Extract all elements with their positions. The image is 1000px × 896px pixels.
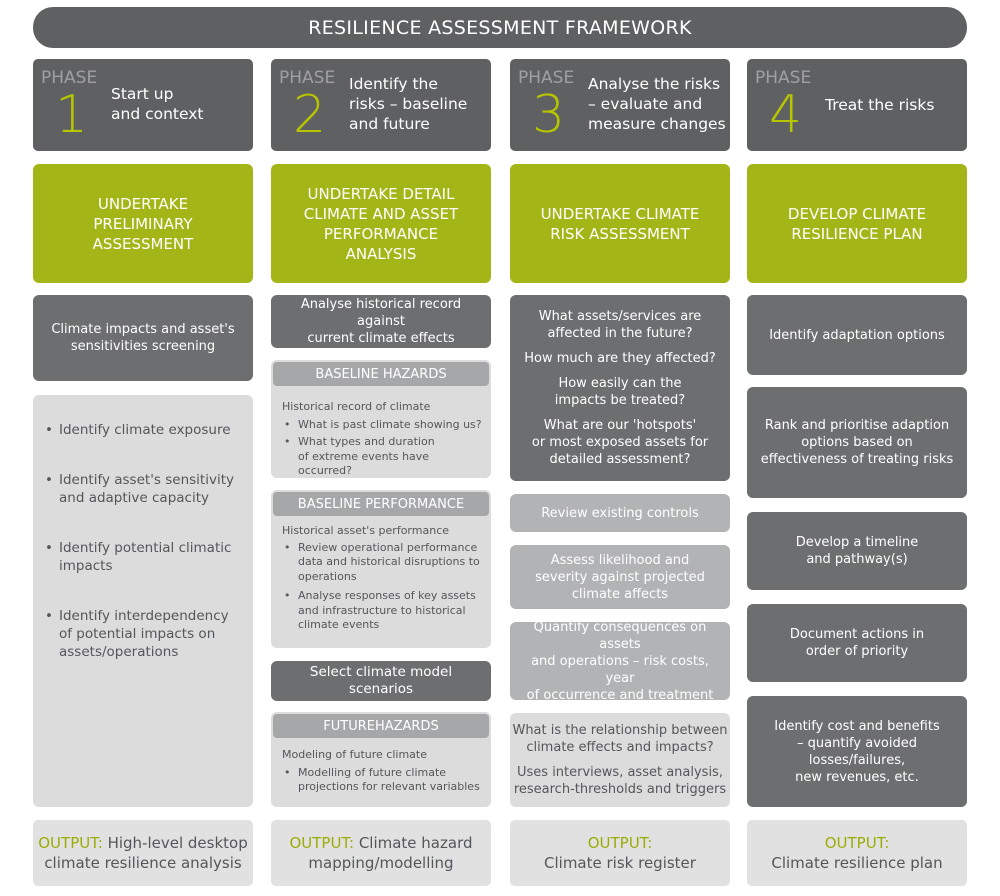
phase-2-header bbox=[271, 59, 491, 151]
list-item: • Analyse responses of key assets and infrastructure to historical climate events bbox=[282, 589, 485, 633]
phase-label: PHASE bbox=[755, 68, 812, 88]
phase-4-task: DEVELOP CLIMATE RESILIENCE PLAN bbox=[747, 164, 967, 283]
phase-description: Treat the risks bbox=[825, 96, 935, 114]
list-item: • Identify climate exposure bbox=[43, 421, 245, 439]
future-hazards-header: FUTUREHAZARDS bbox=[273, 714, 489, 738]
phase-4-output: OUTPUT: Climate resilience plan bbox=[747, 820, 967, 886]
list-item: • Modelling of future climate projections for relevant variables bbox=[282, 766, 485, 795]
phase-1-activities bbox=[33, 395, 253, 807]
phase-3-output: OUTPUT: Climate risk register bbox=[510, 820, 730, 886]
phase-label: PHASE bbox=[279, 68, 336, 88]
screening-step: Climate impacts and asset's sensitivities screening bbox=[33, 295, 253, 381]
phase-description: Analyse the risks – evaluate and measure changes bbox=[588, 75, 726, 133]
risk-questions: What assets/services are affected in the future? How much are they affected? How easily can the impacts be treated? What are our 'hotspots' or most exposed assets for detailed assessment? bbox=[510, 295, 730, 481]
list-item: • Identify interdependency of potential impacts on assets/operations bbox=[43, 607, 245, 661]
quantify-consequences-step: Quantify consequences on assets and operations – risk costs, year of occurrence and treatment bbox=[510, 622, 730, 700]
phase-4-header bbox=[747, 59, 967, 151]
phase-label: PHASE bbox=[518, 68, 575, 88]
phase-1-header bbox=[33, 59, 253, 151]
assess-likelihood-step: Assess likelihood and severity against projected climate affects bbox=[510, 545, 730, 609]
phase-number: 3 bbox=[532, 85, 566, 145]
baseline-hazards-header: BASELINE HAZARDS bbox=[273, 362, 489, 386]
phase-number: 1 bbox=[55, 85, 89, 145]
document-actions-step: Document actions in order of priority bbox=[747, 604, 967, 682]
review-controls-step: Review existing controls bbox=[510, 494, 730, 532]
phase-description: Start up and context bbox=[111, 85, 204, 123]
phase-3-task: UNDERTAKE CLIMATE RISK ASSESSMENT bbox=[510, 164, 730, 283]
phase-1-task: UNDERTAKE PRELIMINARY ASSESSMENT bbox=[33, 164, 253, 283]
phase-1-output: OUTPUT: High-level desktop climate resilience analysis bbox=[33, 820, 253, 886]
framework-title: RESILIENCE ASSESSMENT FRAMEWORK bbox=[33, 7, 967, 48]
list-item: • Review operational performance data and historical disruptions to operations bbox=[282, 541, 485, 585]
baseline-performance-panel: BASELINE PERFORMANCE Historical asset's performance • Review operational performance data and historical disruptions to operations • Analyse responses of key assets and infrastructure to historical climate events bbox=[271, 490, 491, 648]
phase-number: 2 bbox=[293, 85, 327, 145]
list-item: • What types and duration of extreme events have occurred? bbox=[282, 435, 485, 479]
phase-description: Identify the risks – baseline and future bbox=[349, 75, 468, 133]
rank-options-step: Rank and prioritise adaption options based on effectiveness of treating risks bbox=[747, 387, 967, 498]
relationship-panel: What is the relationship between climate effects and impacts? Uses interviews, asset analysis, research-thresholds and triggers bbox=[510, 713, 730, 807]
baseline-performance-header: BASELINE PERFORMANCE bbox=[273, 492, 489, 516]
baseline-hazards-panel: BASELINE HAZARDS Historical record of climate • What is past climate showing us? • What types and duration of extreme events have occurred? bbox=[271, 360, 491, 478]
phase-2-task: UNDERTAKE DETAIL CLIMATE AND ASSET PERFORMANCE ANALYSIS bbox=[271, 164, 491, 283]
timeline-step: Develop a timeline and pathway(s) bbox=[747, 512, 967, 590]
cost-benefits-step: Identify cost and benefits – quantify avoided losses/failures, new revenues, etc. bbox=[747, 696, 967, 807]
select-scenarios-step: Select climate model scenarios bbox=[271, 661, 491, 701]
historical-analysis-step: Analyse historical record against current climate effects bbox=[271, 295, 491, 348]
list-item: • Identify asset's sensitivity and adaptive capacity bbox=[43, 471, 245, 507]
phase-number: 4 bbox=[769, 85, 803, 145]
list-item: • What is past climate showing us? bbox=[282, 418, 485, 433]
future-hazards-panel: FUTUREHAZARDS Modeling of future climate • Modelling of future climate projections for relevant variables bbox=[271, 712, 491, 807]
list-item: • Identify potential climatic impacts bbox=[43, 539, 245, 575]
phase-2-output: OUTPUT: Climate hazard mapping/modelling bbox=[271, 820, 491, 886]
phase-3-header bbox=[510, 59, 730, 151]
phase-label: PHASE bbox=[41, 68, 98, 88]
adaptation-options-step: Identify adaptation options bbox=[747, 295, 967, 375]
